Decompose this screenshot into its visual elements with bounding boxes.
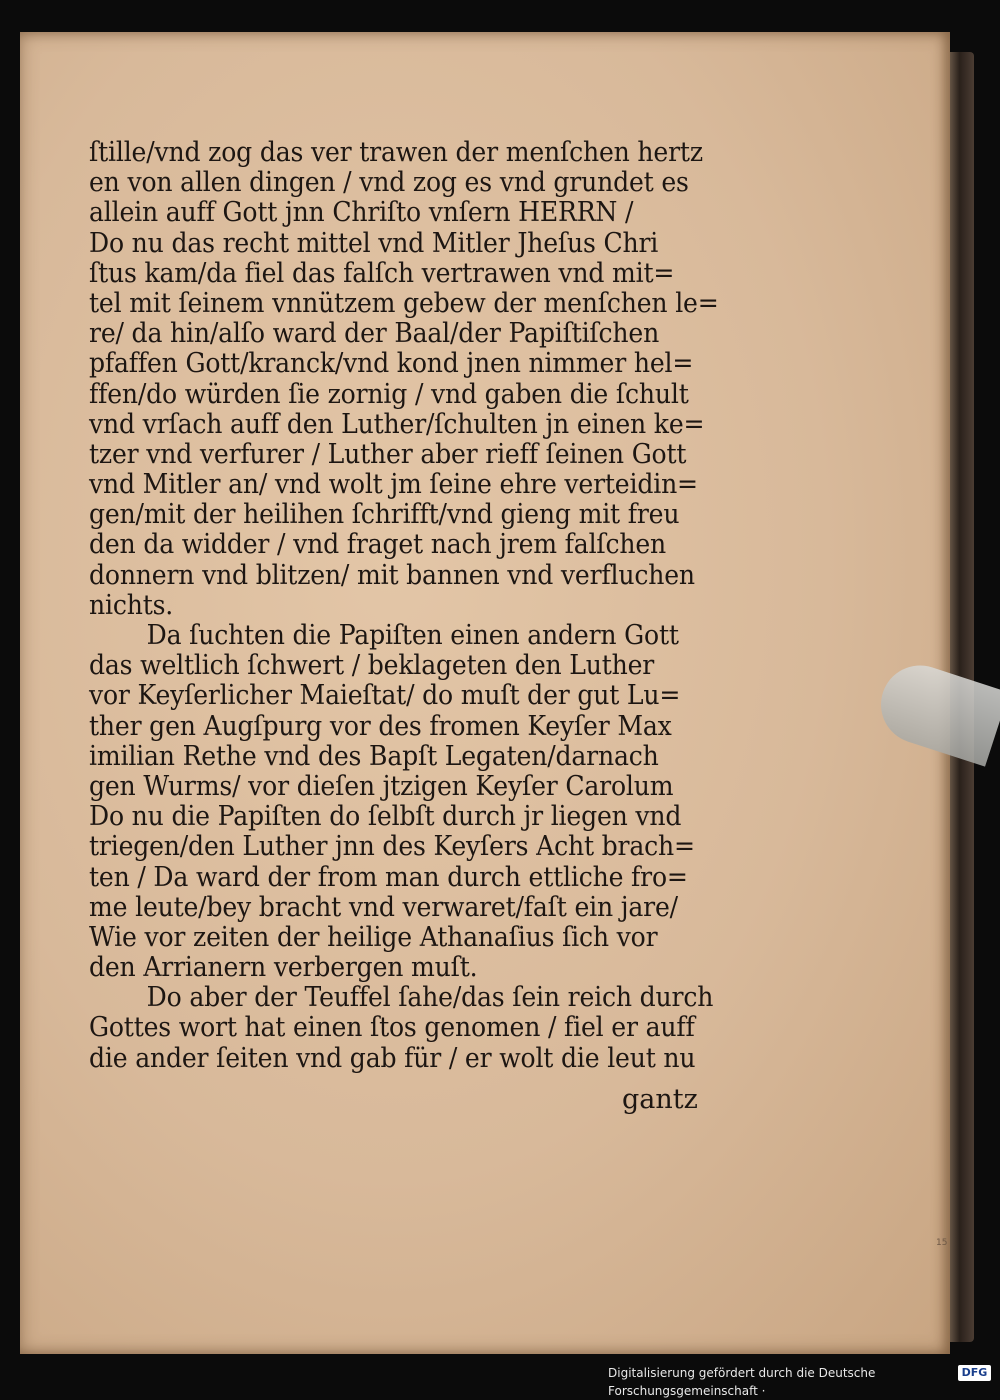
text-line: vor Keyſerlicher Maieſtat/ do muſt der gut Lu= [89, 680, 681, 712]
text-line: das weltlich ſchwert / beklageten den Luther [89, 650, 655, 682]
text-line: ffen/do würden ſie zornig / vnd gaben die ſchult [89, 378, 689, 410]
text-line: ſtus kam/da fiel das falſch vertrawen vnd mit= [89, 257, 675, 289]
body-text [89, 137, 719, 1074]
text-line: tzer vnd verfurer / Luther aber rieff ſeinen Gott [89, 438, 687, 470]
footer-credit: Digitalisierung gefördert durch die Deutsche Forschungsgemeinschaft · [608, 1366, 876, 1398]
text-line: den da widder / vnd fraget nach jrem falſchen [89, 529, 667, 561]
text-line: den Arrianern verbergen muſt. [89, 952, 478, 984]
catchword: gantz [622, 1084, 698, 1115]
text-line: allein auff Gott jnn Chriſto vnſern HERRN / [89, 197, 634, 229]
text-line: Gottes wort hat einen ſtos genomen / fiel er auff [89, 1012, 695, 1044]
text-line: Do nu das recht mittel vnd Mitler Jheſus Chri [89, 227, 659, 259]
text-line: Wie vor zeiten der heilige Athanaſius ſich vor [89, 921, 658, 953]
dfg-logo: DFG [958, 1365, 991, 1381]
text-line: gen/mit der heilihen ſchrifft/vnd gieng mit freu [89, 499, 680, 531]
text-line: tel mit ſeinem vnnützem gebew der menſchen le= [89, 287, 719, 319]
text-line: vnd vrſach auff den Luther/ſchulten jn einen ke= [89, 408, 705, 440]
text-line: donnern vnd blitzen/ mit bannen vnd verfluchen [89, 559, 695, 591]
text-line: Do aber der Teuffel ſahe/das ſein reich durch [146, 982, 714, 1014]
text-line: die ander ſeiten vnd gab für / er wolt die leut nu [89, 1042, 696, 1074]
text-line: imilian Rethe vnd des Bapſt Legaten/darnach [89, 740, 659, 772]
text-line: vnd Mitler an/ vnd wolt jm ſeine ehre verteidin= [89, 469, 698, 501]
text-line: Da ſuchten die Papiſten einen andern Gott [146, 620, 679, 651]
text-line: ten / Da ward der from man durch ettliche fro= [89, 861, 688, 893]
text-line: en von allen dingen / vnd zog es vnd grundet es [89, 167, 689, 199]
text-line: gen Wurms/ vor dieſen jtzigen Keyſer Carolum [89, 770, 674, 802]
text-line: ſtille/vnd zog das ver trawen der menſchen hertz [89, 137, 703, 168]
text-line: triegen/den Luther jnn des Keyſers Acht brach= [89, 831, 695, 863]
page-marker: 15 [936, 1238, 948, 1248]
text-line: re/ da hin/alſo ward der Baal/der Papiſtiſchen [89, 318, 660, 350]
text-line: nichts. [89, 589, 174, 621]
text-line: ther gen Augſpurg vor des fromen Keyſer Max [89, 710, 672, 742]
text-line: Do nu die Papiſten do ſelbſt durch jr liegen vnd [89, 801, 682, 833]
text-line: me leute/bey bracht vnd verwaret/faſt ein jare/ [89, 891, 678, 923]
text-line: pfaffen Gott/kranck/vnd kond jnen nimmer hel= [89, 348, 694, 380]
